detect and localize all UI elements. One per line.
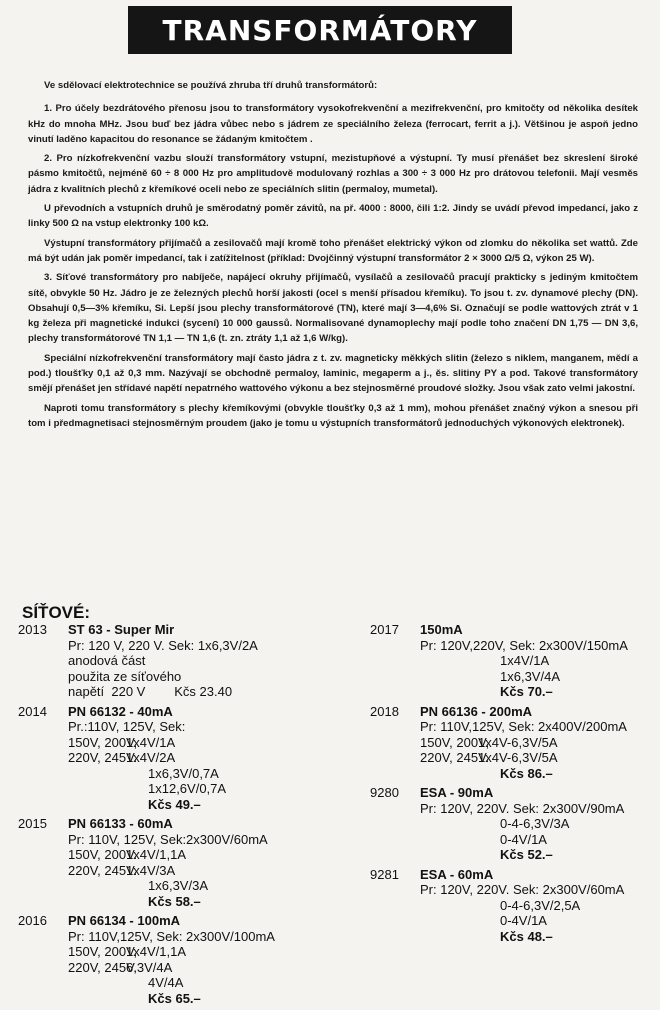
item-spec-line: Pr.:110V, 125V, Sek: — [68, 719, 186, 734]
item-voltage-row — [68, 960, 348, 976]
secondary-winding: 6,3V/4A — [126, 959, 173, 975]
item-number: 2014 — [18, 703, 47, 719]
secondary-winding: 0-4V/1A — [500, 913, 547, 928]
secondary-winding: 0-4-6,3V/3A — [500, 816, 570, 831]
intro-paragraph: 1. Pro účely bezdrátového přenosu jsou to transformátory vysokofrekvenční a mezifrekvenční, pro kmitočty od několika desítek kHz do mnoha MHz. Jsou buď bez jádra vůbec nebo s jádrem ze speciálního železa (ferrocart, ferrit a j.). Většinou je aspoň jedno vinutí laděno kapacitou do resonance se žádaným kmitočtem . — [28, 103, 638, 145]
item-spec-line: Pr: 110V,125V, Sek: 2x300V/100mA — [68, 928, 275, 944]
primary-voltages: 150V, 200V, — [420, 734, 490, 750]
intro-paragraph: 2. Pro nízkofrekvenční vazbu slouží transformátory vstupní, mezistupňové a výstupní. Ty musí přenášet bez skreslení široké pásmo kmitočtů, nejméně 60 ÷ 8 000 Hz pro amplitudově modulovaný rozhlas a 300 ÷ 3 000 Hz pro drátovou telefonii. Mají vesměs jádra z kvalitních plechů z křemíkové oceli nebo ze speciálních slitin (permaloy, mumetal). — [28, 153, 638, 195]
item-spec-line: Pr: 120V, 220V. Sek: 2x300V/90mA — [420, 800, 625, 816]
item-title: 150mA — [420, 622, 463, 637]
primary-voltages: 220V, 245V. — [68, 959, 138, 975]
item-spec-line: anodová část — [68, 653, 146, 668]
item-spec-line: napětí 220 V Kčs 23.40 — [68, 684, 233, 699]
secondary-winding: 1x4V-6,3V/5A — [478, 750, 558, 765]
item-price: Kčs 65.– — [148, 990, 201, 1006]
intro-text — [28, 78, 638, 435]
item-number: 2016 — [18, 913, 47, 928]
secondary-winding: 1x4V/1A — [500, 653, 550, 668]
secondary-winding: 1x6,3V/3A — [148, 878, 208, 893]
catalog-item — [370, 785, 658, 863]
right-column — [370, 622, 658, 948]
item-spec-line: Pr: 120V, 220V. Sek: 2x300V/60mA — [420, 882, 625, 897]
primary-voltages: 150V, 200V. — [68, 847, 138, 862]
secondary-winding: 1x4V-6,3V/5A — [478, 734, 558, 750]
intro-paragraph: Výstupní transformátory přijímačů a zesilovačů mají kromě toho přenášet elektrický výkon od zlomku do několika set wattů. Zde má být udán jak poměr impedancí, tak i zatížitelnost (příklad: Dvojčinný výstupní transformátor 2 × 3000 Ω/5 Ω, výkon 25 W). — [28, 237, 638, 264]
section-title: SÍŤOVÉ: — [22, 603, 91, 622]
item-number: 2017 — [370, 622, 399, 637]
secondary-winding: 1x4V/1,1A — [126, 847, 186, 862]
item-title: ESA - 60mA — [420, 866, 494, 882]
left-column — [18, 622, 348, 1010]
intro-paragraph: Ve sdělovací elektrotechnice se používá zhruba tří druhů transformátorů: — [44, 80, 378, 91]
catalog-item — [18, 913, 348, 1006]
secondary-winding: 1x12,6V/0,7A — [148, 781, 227, 796]
primary-voltages: 220V, 245V. — [420, 750, 490, 765]
primary-voltages: 150V, 200V, — [68, 734, 138, 750]
primary-voltages: 220V, 245V. — [68, 750, 138, 765]
item-spec-line: použita ze síťového — [68, 668, 182, 684]
item-spec-line: Pr: 120V,220V, Sek: 2x300V/150mA — [420, 637, 628, 653]
item-title: PN 66132 - 40mA — [68, 703, 173, 719]
item-spec-line: Pr: 110V, 125V, Sek:2x300V/60mA — [68, 831, 268, 847]
item-price: Kčs 58.– — [148, 893, 201, 909]
catalog-item — [18, 816, 348, 909]
item-voltage-row — [68, 863, 348, 879]
secondary-winding: 1x6,3V/4A — [500, 668, 560, 684]
item-price: Kčs 48.– — [500, 928, 553, 944]
item-title: ST 63 - Super Mir — [68, 622, 175, 637]
item-voltage-row — [68, 750, 348, 766]
intro-paragraph: Naproti tomu transformátory s plechy křemíkovými (obvykle tloušťky 0,3 až 1 mm), mohou přenášet značný výkon a snesou při tom i předmagnetisaci stejnosměrným proudem (jako je tomu u výstupních transformátorů jednoduchých výkonových elektronek). — [28, 402, 638, 429]
item-voltage-row — [420, 735, 658, 751]
item-number: 2015 — [18, 816, 47, 831]
intro-paragraph: Speciální nízkofrekvenční transformátory mají často jádra z t. zv. magneticky měkkých slitin (železo s niklem, manganem, mědí a pod.) tloušťky 0,1 až 0,3 mm. Nazývají se obchodně permaloy, laminic, megaperm a j., ěs. slitiny PY a pod. Takové transformátory smějí přenášet jen střídavé napětí nepatrného wattového výkonu a bez stejnosměrné proudové složky. Jsou však zato velmi jakostní. — [28, 352, 638, 395]
primary-voltages: 150V, 200V, — [68, 944, 138, 959]
item-price: Kčs 70.– — [500, 684, 553, 699]
secondary-winding: 0-4-6,3V/2,5A — [500, 897, 581, 913]
item-title: ESA - 90mA — [420, 785, 494, 800]
item-number: 9281 — [370, 866, 399, 882]
item-voltage-row — [68, 735, 348, 751]
secondary-winding: 1x4V/1,1A — [126, 944, 186, 959]
item-voltage-row — [420, 750, 658, 766]
item-spec-line: Pr: 110V,125V, Sek: 2x400V/200mA — [420, 719, 627, 734]
item-number: 9280 — [370, 785, 399, 800]
catalog-item — [370, 622, 658, 700]
item-spec-line: Pr: 120 V, 220 V. Sek: 1x6,3V/2A — [68, 637, 258, 653]
item-price: Kčs 86.– — [500, 765, 553, 781]
secondary-winding: 1x6,3V/0,7A — [148, 765, 219, 781]
page-title: TRANSFORMÁTORY — [162, 13, 478, 47]
catalog-item — [370, 704, 658, 782]
secondary-winding: 0-4V/1A — [500, 831, 547, 847]
catalog-item — [18, 704, 348, 813]
secondary-winding: 1x4V/3A — [126, 862, 176, 878]
item-number: 2018 — [370, 703, 399, 719]
catalog-item — [370, 867, 658, 945]
intro-paragraph: U převodních a vstupních druhů je směrodatný poměr závitů, na př. 4000 : 8000, čili 1:2. Jindy se uvádí převod impedancí, jako z linky 500 Ω na vstup elektronky 100 kΩ. — [28, 203, 638, 230]
item-title: PN 66134 - 100mA — [68, 913, 181, 928]
item-price: Kčs 52.– — [500, 847, 553, 862]
secondary-winding: 4V/4A — [148, 975, 184, 990]
item-title: PN 66133 - 60mA — [68, 816, 173, 831]
page-title-banner — [128, 6, 512, 54]
item-price: Kčs 49.– — [148, 796, 201, 812]
secondary-winding: 1x4V/1A — [126, 734, 176, 750]
item-title: PN 66136 - 200mA — [420, 703, 533, 719]
secondary-winding: 1x4V/2A — [126, 750, 176, 765]
item-number: 2013 — [18, 622, 47, 637]
item-voltage-row — [68, 944, 348, 960]
primary-voltages: 220V, 245V. — [68, 862, 138, 878]
item-voltage-row — [68, 847, 348, 863]
intro-paragraph: 3. Síťové transformátory pro nabíječe, napájecí okruhy přijímačů, vysílačů a zesilovačů pracují prakticky s jediným kmitočtem sítě, obvykle 50 Hz. Jádro je ze železných plechů horší jakosti (ocel s menší přísadou křemíku). To jsou t. zv. dynamové plechy (DN). Obsahují 0,5—3% křemíku, Si. Lepší jsou plechy transformátorové (TN), které mají 3—4,6% Si. Označují se podle wattových ztrát v 1 kg železa při magnetické indukci (sycení) 10 000 gaussů. Normalisované dynamoplechy mají podle toho značení DN 1,75 — DN 3,6, plechy transformátorové TN 1,1 — TN 1,6 (t. zn. ztráty 1,1 až 1,6 W/kg). — [28, 272, 638, 345]
catalog-item — [18, 622, 348, 700]
